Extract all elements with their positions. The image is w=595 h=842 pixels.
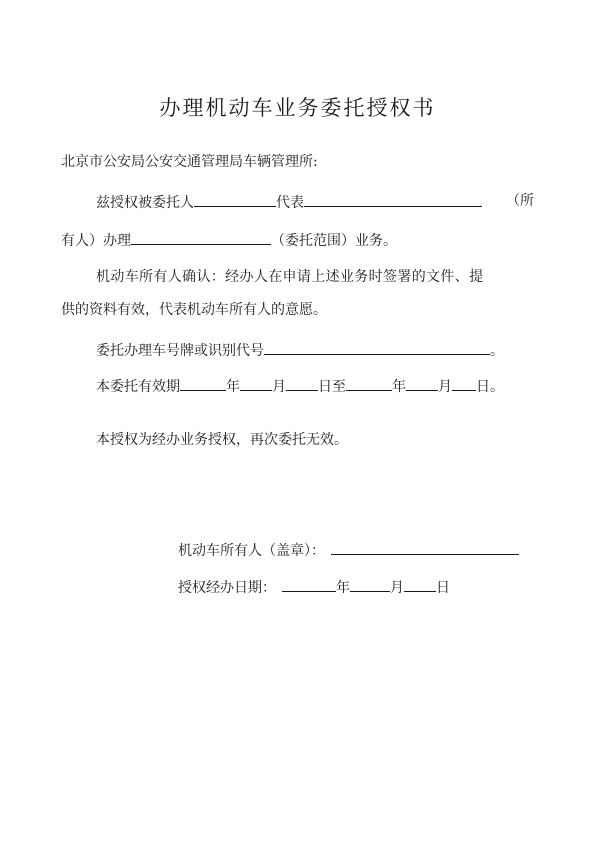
owner-signature-line: [178, 540, 519, 560]
end-month-blank[interactable]: [406, 376, 438, 391]
date-label: 授权经办日期：: [178, 580, 276, 596]
end-year-label: 年: [392, 379, 406, 395]
date-month-blank[interactable]: [350, 577, 390, 592]
confirmation-line-1: [96, 268, 534, 286]
authorize-text: 兹授权被委托人: [96, 195, 194, 211]
start-day-blank[interactable]: [286, 376, 318, 391]
plate-line: [96, 340, 504, 360]
addressee: 北京市公安局公安交通管理局车辆管理所:: [61, 154, 318, 170]
plate-number-blank[interactable]: [264, 340, 490, 355]
end-year-blank[interactable]: [346, 376, 392, 391]
day-to-label: 日至: [318, 379, 346, 395]
start-year-blank[interactable]: [180, 376, 226, 391]
scope-text: （委托范围）业务。: [271, 233, 397, 249]
end-month-label: 月: [438, 379, 452, 395]
end-day-blank[interactable]: [452, 376, 476, 391]
end-day-label: 日。: [476, 379, 504, 395]
represent-text: 代表: [276, 195, 304, 211]
validity-label: 本委托有效期: [96, 379, 180, 395]
authorization-note: 本授权为经办业务授权，再次委托无效。: [96, 432, 348, 448]
start-month-label: 月: [272, 379, 286, 395]
owner-open-text: （所: [506, 193, 534, 209]
date-year-blank[interactable]: [282, 577, 336, 592]
owner-seal-blank[interactable]: [331, 540, 519, 555]
handle-text: 有人）办理: [61, 233, 131, 249]
delegate-name-blank[interactable]: [194, 192, 276, 207]
confirmation-line-2: 供的资料有效，代表机动车所有人的意愿。: [61, 302, 327, 318]
date-day-label: 日: [436, 580, 450, 596]
date-year-label: 年: [336, 580, 350, 596]
business-scope-blank[interactable]: [131, 230, 271, 245]
document-title: 办理机动车业务委托授权书: [159, 96, 436, 120]
date-day-blank[interactable]: [404, 577, 436, 592]
validity-line: [96, 376, 504, 396]
plate-end: 。: [490, 343, 504, 359]
plate-label: 委托办理车号牌或识别代号: [96, 343, 264, 359]
owner-name-blank[interactable]: [304, 192, 482, 207]
date-month-label: 月: [390, 580, 404, 596]
owner-seal-label: 机动车所有人（盖章）：: [178, 543, 325, 559]
confirmation-text-1: 机动车所有人确认：经办人在申请上述业务时签署的文件、提: [96, 269, 484, 285]
authorization-date-line: [178, 577, 450, 597]
authorization-line-1: [96, 192, 534, 212]
start-month-blank[interactable]: [240, 376, 272, 391]
start-year-label: 年: [226, 379, 240, 395]
authorization-line-2: [61, 230, 397, 250]
